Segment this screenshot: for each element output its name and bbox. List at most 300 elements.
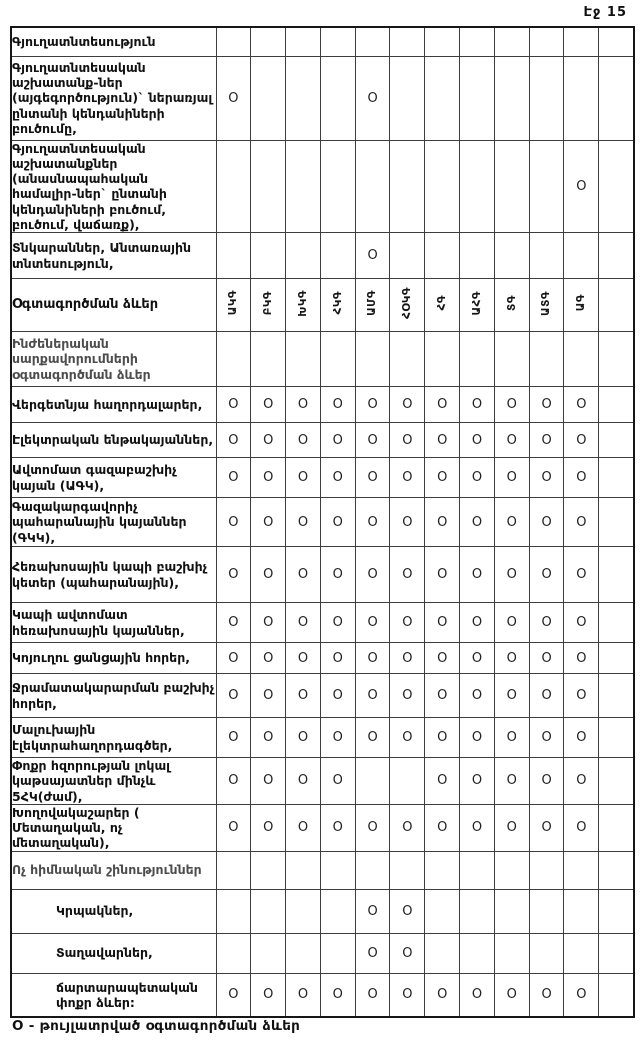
permitted-mark-cell: O xyxy=(216,423,251,458)
empty-cell xyxy=(320,56,355,140)
permitted-mark-cell: O xyxy=(286,458,321,498)
permitted-mark-cell: O xyxy=(425,758,460,805)
empty-cell xyxy=(564,233,599,279)
table-row xyxy=(11,973,634,1017)
table-row xyxy=(11,603,634,643)
permitted-mark-cell: O xyxy=(320,718,355,758)
permitted-mark-cell: O xyxy=(320,973,355,1017)
row-label: Գյուղատնտեսական աշխատանք-ներ (այգեգործություն)` ներառյալ ընտանի կենդանիների բուծումը, xyxy=(11,56,216,140)
empty-cell xyxy=(216,27,251,56)
column-label: ԱԿԳ xyxy=(227,290,240,316)
column-header-cell xyxy=(355,279,390,332)
permitted-mark-cell: O xyxy=(529,498,564,547)
row-label: Տնկարաններ, Անտառային տնտեսություն, xyxy=(11,233,216,279)
table-row xyxy=(11,458,634,498)
permitted-mark-cell: O xyxy=(425,674,460,718)
permitted-mark-cell: O xyxy=(355,643,390,674)
permitted-mark-cell: O xyxy=(216,547,251,603)
empty-cell xyxy=(355,758,390,805)
permitted-mark-cell: O xyxy=(460,458,495,498)
permitted-mark-cell: O xyxy=(251,804,286,851)
empty-cell xyxy=(529,233,564,279)
empty-cell xyxy=(425,140,460,233)
row-label: Տաղավարներ, xyxy=(11,933,216,973)
permitted-mark-cell: O xyxy=(529,603,564,643)
empty-cell xyxy=(529,851,564,889)
table-row xyxy=(11,547,634,603)
permitted-mark-cell: O xyxy=(216,643,251,674)
column-label: ԱՏԳ xyxy=(540,290,553,316)
empty-cell xyxy=(599,933,634,973)
empty-cell xyxy=(216,851,251,889)
permitted-mark-cell: O xyxy=(460,547,495,603)
table-row xyxy=(11,27,634,56)
row-label: Ինժեներական սարքավորումների օգտագործման ձևեր xyxy=(11,332,216,387)
permitted-mark-cell: O xyxy=(425,603,460,643)
row-label: Հեռախոսային կապի բաշխիչ կետեր (պահարանային), xyxy=(11,547,216,603)
permitted-mark-cell: O xyxy=(564,547,599,603)
empty-cell xyxy=(494,140,529,233)
empty-cell xyxy=(460,933,495,973)
permitted-mark-cell: O xyxy=(494,674,529,718)
row-label: Կոյուղու ցանցային հորեր, xyxy=(11,643,216,674)
permitted-mark-cell: O xyxy=(564,973,599,1017)
column-header-cell xyxy=(216,279,251,332)
permitted-mark-cell: O xyxy=(355,387,390,423)
permitted-mark-cell: O xyxy=(529,458,564,498)
permitted-mark-cell: O xyxy=(564,758,599,805)
permitted-mark-cell: O xyxy=(390,603,425,643)
permitted-mark-cell: O xyxy=(425,423,460,458)
permitted-mark-cell: O xyxy=(390,973,425,1017)
row-label: Ոչ հիմնական շինություններ xyxy=(11,851,216,889)
permitted-mark-cell: O xyxy=(425,718,460,758)
permitted-mark-cell: O xyxy=(251,718,286,758)
empty-cell xyxy=(251,140,286,233)
column-label: ԲԿԳ xyxy=(261,290,274,316)
empty-cell xyxy=(216,332,251,387)
permitted-mark-cell: O xyxy=(460,423,495,458)
empty-cell xyxy=(529,140,564,233)
column-header-row xyxy=(11,279,634,332)
permitted-mark-cell: O xyxy=(494,547,529,603)
empty-cell xyxy=(494,933,529,973)
empty-cell xyxy=(251,27,286,56)
empty-cell xyxy=(460,27,495,56)
permitted-mark-cell: O xyxy=(355,458,390,498)
empty-cell xyxy=(355,140,390,233)
empty-cell xyxy=(425,233,460,279)
permitted-mark-cell: O xyxy=(355,973,390,1017)
table-row xyxy=(11,933,634,973)
column-header-cell xyxy=(425,279,460,332)
permitted-mark-cell: O xyxy=(494,423,529,458)
empty-cell xyxy=(320,889,355,933)
empty-cell xyxy=(460,889,495,933)
empty-cell xyxy=(599,387,634,423)
permitted-mark-cell: O xyxy=(355,603,390,643)
empty-cell xyxy=(320,933,355,973)
empty-cell xyxy=(390,27,425,56)
permitted-mark-cell: O xyxy=(529,423,564,458)
empty-cell xyxy=(216,140,251,233)
row-label: Ջրամատակարարման բաշխիչ հորեր, xyxy=(11,674,216,718)
table-row xyxy=(11,140,634,233)
empty-cell xyxy=(564,56,599,140)
permitted-mark-cell: O xyxy=(390,804,425,851)
empty-cell xyxy=(425,27,460,56)
empty-cell xyxy=(320,140,355,233)
empty-cell xyxy=(286,140,321,233)
empty-cell xyxy=(599,498,634,547)
permitted-mark-cell: O xyxy=(355,233,390,279)
row-label: Օգտագործման ձևեր xyxy=(11,279,216,332)
permitted-mark-cell: O xyxy=(425,547,460,603)
permitted-mark-cell: O xyxy=(286,387,321,423)
permitted-mark-cell: O xyxy=(251,973,286,1017)
permitted-mark-cell: O xyxy=(494,973,529,1017)
permitted-mark-cell: O xyxy=(251,603,286,643)
column-header-cell xyxy=(251,279,286,332)
row-label: Կապի ավտոմատ հեռախոսային կայաններ, xyxy=(11,603,216,643)
empty-cell xyxy=(286,27,321,56)
permitted-mark-cell: O xyxy=(216,498,251,547)
legend-text: O - թույլատրված օգտագործման ձևեր xyxy=(12,1018,301,1034)
permitted-mark-cell: O xyxy=(286,718,321,758)
column-header-cell xyxy=(460,279,495,332)
permitted-mark-cell: O xyxy=(355,423,390,458)
permitted-mark-cell: O xyxy=(460,643,495,674)
row-label: Խողովակաշարեր ( Մետաղական, ոչ մետաղական), xyxy=(11,804,216,851)
permitted-mark-cell: O xyxy=(529,547,564,603)
empty-cell xyxy=(320,332,355,387)
empty-cell xyxy=(251,332,286,387)
page-number-label: Էջ 15 xyxy=(583,5,627,20)
permitted-mark-cell: O xyxy=(286,643,321,674)
permitted-mark-cell: O xyxy=(320,547,355,603)
empty-cell xyxy=(494,56,529,140)
empty-cell xyxy=(599,27,634,56)
empty-cell xyxy=(320,233,355,279)
column-header-cell xyxy=(599,279,634,332)
empty-cell xyxy=(390,233,425,279)
empty-cell xyxy=(494,332,529,387)
column-label: ԱԳ xyxy=(575,294,588,312)
empty-cell xyxy=(425,851,460,889)
permitted-mark-cell: O xyxy=(355,547,390,603)
permitted-mark-cell: O xyxy=(390,547,425,603)
empty-cell xyxy=(599,973,634,1017)
column-header-cell xyxy=(494,279,529,332)
permitted-mark-cell: O xyxy=(460,603,495,643)
empty-cell xyxy=(390,758,425,805)
row-label: Գյուղատնտեսություն xyxy=(11,27,216,56)
permitted-mark-cell: O xyxy=(216,718,251,758)
permitted-mark-cell: O xyxy=(286,498,321,547)
permitted-mark-cell: O xyxy=(320,498,355,547)
permitted-mark-cell: O xyxy=(216,758,251,805)
permitted-mark-cell: O xyxy=(529,387,564,423)
empty-cell xyxy=(425,933,460,973)
column-label: ԱՀԳ xyxy=(470,290,483,316)
table-row xyxy=(11,889,634,933)
permitted-mark-cell: O xyxy=(460,718,495,758)
column-label: ԽԿԳ xyxy=(296,289,309,317)
permitted-mark-cell: O xyxy=(320,643,355,674)
permitted-mark-cell: O xyxy=(564,498,599,547)
empty-cell xyxy=(564,851,599,889)
permitted-mark-cell: O xyxy=(216,56,251,140)
empty-cell xyxy=(286,851,321,889)
permitted-mark-cell: O xyxy=(460,758,495,805)
empty-cell xyxy=(286,233,321,279)
empty-cell xyxy=(599,458,634,498)
permitted-mark-cell: O xyxy=(320,603,355,643)
empty-cell xyxy=(564,332,599,387)
empty-cell xyxy=(599,889,634,933)
row-label: Գազակարգավորիչ պահարանային կայաններ (ԳԿԿ), xyxy=(11,498,216,547)
permitted-mark-cell: O xyxy=(320,674,355,718)
empty-cell xyxy=(216,233,251,279)
table-row xyxy=(11,804,634,851)
permitted-mark-cell: O xyxy=(494,498,529,547)
permitted-mark-cell: O xyxy=(564,140,599,233)
permitted-mark-cell: O xyxy=(425,387,460,423)
empty-cell xyxy=(529,889,564,933)
permitted-mark-cell: O xyxy=(494,758,529,805)
row-label: Փոքր հզորության լոկալ կաթսայատներ մինչև 5ՀԿ(ժամ), xyxy=(11,758,216,805)
permitted-mark-cell: O xyxy=(355,718,390,758)
permitted-mark-cell: O xyxy=(494,718,529,758)
row-label: Կրպակներ, xyxy=(11,889,216,933)
empty-cell xyxy=(564,889,599,933)
empty-cell xyxy=(425,332,460,387)
empty-cell xyxy=(251,233,286,279)
empty-cell xyxy=(599,423,634,458)
permitted-mark-cell: O xyxy=(460,498,495,547)
permitted-mark-cell: O xyxy=(320,423,355,458)
column-header-cell xyxy=(390,279,425,332)
permitted-mark-cell: O xyxy=(286,973,321,1017)
empty-cell xyxy=(286,332,321,387)
empty-cell xyxy=(320,27,355,56)
permitted-mark-cell: O xyxy=(286,547,321,603)
permitted-mark-cell: O xyxy=(251,547,286,603)
permitted-mark-cell: O xyxy=(251,643,286,674)
empty-cell xyxy=(529,332,564,387)
permitted-mark-cell: O xyxy=(355,56,390,140)
table-row xyxy=(11,718,634,758)
permitted-mark-cell: O xyxy=(216,458,251,498)
table-row xyxy=(11,498,634,547)
permitted-mark-cell: O xyxy=(216,804,251,851)
permitted-mark-cell: O xyxy=(390,498,425,547)
permitted-mark-cell: O xyxy=(425,458,460,498)
table-row xyxy=(11,643,634,674)
empty-cell xyxy=(355,27,390,56)
empty-cell xyxy=(355,332,390,387)
permitted-mark-cell: O xyxy=(216,603,251,643)
permitted-mark-cell: O xyxy=(494,603,529,643)
permitted-mark-cell: O xyxy=(425,804,460,851)
permitted-mark-cell: O xyxy=(564,718,599,758)
permitted-mark-cell: O xyxy=(425,643,460,674)
table-row xyxy=(11,332,634,387)
empty-cell xyxy=(494,851,529,889)
row-label: Վերգետնյա հաղորդալարեր, xyxy=(11,387,216,423)
table-row xyxy=(11,851,634,889)
column-label: ՀԿԳ xyxy=(331,291,344,315)
permitted-mark-cell: O xyxy=(320,804,355,851)
permitted-mark-cell: O xyxy=(529,643,564,674)
empty-cell xyxy=(425,889,460,933)
permitted-mark-cell: O xyxy=(425,973,460,1017)
permitted-mark-cell: O xyxy=(390,889,425,933)
empty-cell xyxy=(529,56,564,140)
matrix-table-body xyxy=(11,27,634,1017)
permitted-mark-cell: O xyxy=(564,423,599,458)
empty-cell xyxy=(599,233,634,279)
empty-cell xyxy=(599,140,634,233)
permitted-mark-cell: O xyxy=(564,643,599,674)
column-header-cell xyxy=(320,279,355,332)
empty-cell xyxy=(564,27,599,56)
row-label: Գյուղատնտեսական աշխատանքներ (անասնապահական համալիր-ներ` ընտանի կենդանիների բուծում, բուծում, վաճառք), xyxy=(11,140,216,233)
empty-cell xyxy=(390,332,425,387)
empty-cell xyxy=(599,547,634,603)
permitted-mark-cell: O xyxy=(390,643,425,674)
empty-cell xyxy=(460,233,495,279)
permitted-mark-cell: O xyxy=(390,387,425,423)
table-row xyxy=(11,387,634,423)
empty-cell xyxy=(251,889,286,933)
permitted-mark-cell: O xyxy=(251,423,286,458)
empty-cell xyxy=(251,851,286,889)
empty-cell xyxy=(599,332,634,387)
empty-cell xyxy=(564,933,599,973)
table-row xyxy=(11,674,634,718)
permitted-mark-cell: O xyxy=(251,758,286,805)
permitted-mark-cell: O xyxy=(529,674,564,718)
empty-cell xyxy=(460,332,495,387)
column-header-cell xyxy=(529,279,564,332)
empty-cell xyxy=(599,804,634,851)
empty-cell xyxy=(599,603,634,643)
empty-cell xyxy=(216,889,251,933)
table-row xyxy=(11,56,634,140)
empty-cell xyxy=(599,56,634,140)
permitted-mark-cell: O xyxy=(529,973,564,1017)
table-row xyxy=(11,423,634,458)
permitted-mark-cell: O xyxy=(286,423,321,458)
permitted-mark-cell: O xyxy=(529,718,564,758)
permitted-mark-cell: O xyxy=(494,643,529,674)
matrix-table xyxy=(10,26,635,1018)
permitted-mark-cell: O xyxy=(564,603,599,643)
empty-cell xyxy=(599,674,634,718)
permitted-mark-cell: O xyxy=(216,674,251,718)
permitted-mark-cell: O xyxy=(529,804,564,851)
empty-cell xyxy=(460,851,495,889)
permitted-mark-cell: O xyxy=(251,387,286,423)
permitted-mark-cell: O xyxy=(564,804,599,851)
row-label: ճարտարապետական փոքր ձևեր: xyxy=(11,973,216,1017)
permitted-mark-cell: O xyxy=(390,933,425,973)
permitted-mark-cell: O xyxy=(564,458,599,498)
empty-cell xyxy=(251,933,286,973)
permitted-mark-cell: O xyxy=(355,804,390,851)
empty-cell xyxy=(425,56,460,140)
permitted-mark-cell: O xyxy=(390,718,425,758)
column-label: ՏԳ xyxy=(505,295,518,311)
table-row xyxy=(11,233,634,279)
empty-cell xyxy=(529,933,564,973)
permitted-mark-cell: O xyxy=(460,674,495,718)
permitted-mark-cell: O xyxy=(355,933,390,973)
empty-cell xyxy=(355,851,390,889)
column-header-cell xyxy=(286,279,321,332)
empty-cell xyxy=(216,933,251,973)
permitted-mark-cell: O xyxy=(251,458,286,498)
empty-cell xyxy=(251,56,286,140)
permitted-mark-cell: O xyxy=(286,758,321,805)
empty-cell xyxy=(320,851,355,889)
empty-cell xyxy=(460,56,495,140)
column-label: ՀԳ xyxy=(435,295,448,311)
row-label: Մալուխային էլեկտրահաղորդագծեր, xyxy=(11,718,216,758)
empty-cell xyxy=(494,889,529,933)
permitted-mark-cell: O xyxy=(286,674,321,718)
permitted-mark-cell: O xyxy=(564,387,599,423)
empty-cell xyxy=(286,56,321,140)
permitted-mark-cell: O xyxy=(460,804,495,851)
permitted-mark-cell: O xyxy=(320,387,355,423)
empty-cell xyxy=(529,27,564,56)
empty-cell xyxy=(390,56,425,140)
permitted-mark-cell: O xyxy=(216,387,251,423)
empty-cell xyxy=(286,889,321,933)
permitted-mark-cell: O xyxy=(216,973,251,1017)
permitted-mark-cell: O xyxy=(320,758,355,805)
permitted-mark-cell: O xyxy=(494,387,529,423)
permitted-mark-cell: O xyxy=(390,458,425,498)
permitted-mark-cell: O xyxy=(390,423,425,458)
empty-cell xyxy=(460,140,495,233)
row-label: Էլեկտրական ենթակայաններ, xyxy=(11,423,216,458)
permitted-mark-cell: O xyxy=(286,603,321,643)
permitted-mark-cell: O xyxy=(251,498,286,547)
permitted-mark-cell: O xyxy=(460,973,495,1017)
empty-cell xyxy=(599,718,634,758)
permitted-mark-cell: O xyxy=(251,674,286,718)
permitted-mark-cell: O xyxy=(355,674,390,718)
permitted-mark-cell: O xyxy=(494,804,529,851)
empty-cell xyxy=(390,851,425,889)
column-label: ՀՕԿԳ xyxy=(401,287,414,319)
permitted-mark-cell: O xyxy=(355,498,390,547)
permitted-mark-cell: O xyxy=(286,804,321,851)
table-row xyxy=(11,758,634,805)
empty-cell xyxy=(286,933,321,973)
empty-cell xyxy=(599,643,634,674)
row-label: Ավտոմատ գազաբաշխիչ կայան (ԱԳԿ), xyxy=(11,458,216,498)
empty-cell xyxy=(494,27,529,56)
column-header-cell xyxy=(564,279,599,332)
empty-cell xyxy=(494,233,529,279)
permitted-mark-cell: O xyxy=(390,674,425,718)
permitted-mark-cell: O xyxy=(460,387,495,423)
permitted-mark-cell: O xyxy=(494,458,529,498)
